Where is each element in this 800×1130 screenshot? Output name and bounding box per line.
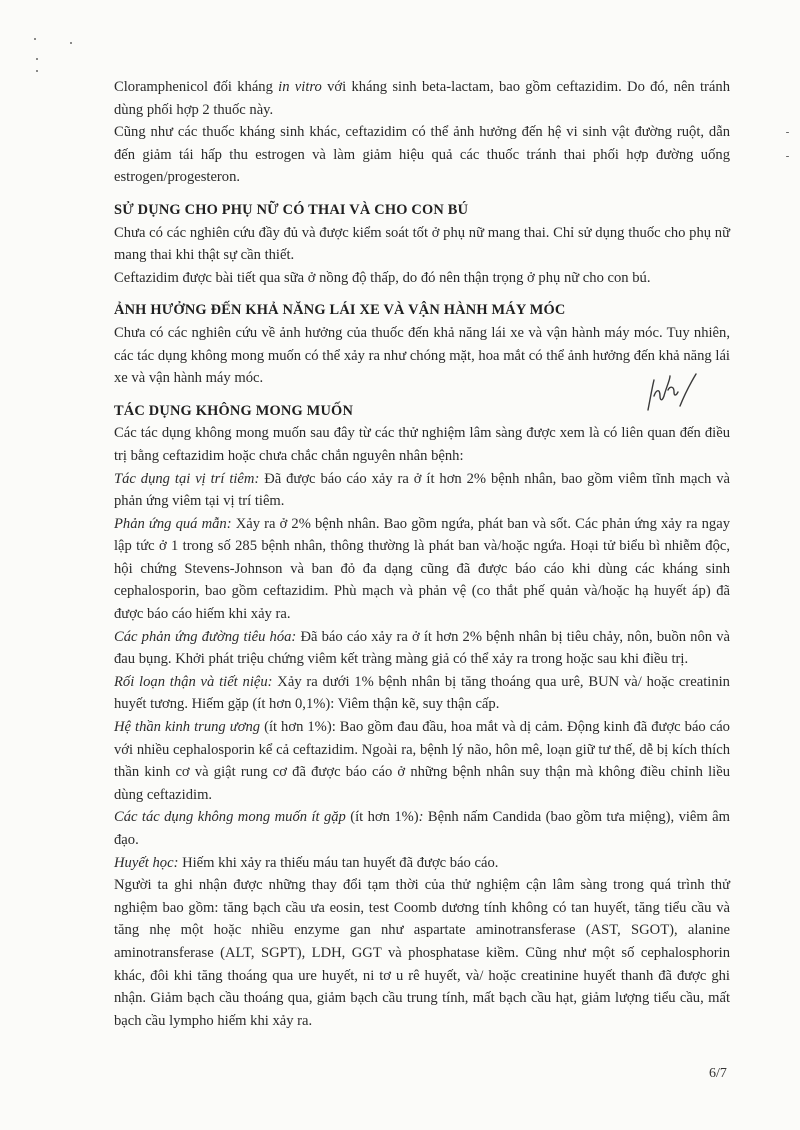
in-vitro-term: in vitro — [278, 79, 322, 95]
adverse-local-paragraph: Tác dụng tại vị trí tiêm: Đã được báo cáo xảy ra ở ít hơn 2% bệnh nhân, bao gồm viêm tĩnh mạch và phản ứng viêm tại vị trí tiêm. — [114, 470, 730, 510]
adverse-renal-label: Rối loạn thận và tiết niệu: — [114, 673, 273, 690]
adverse-local-label: Tác dụng tại vị trí tiêm: — [114, 470, 260, 487]
scan-speck — [786, 132, 789, 133]
pregnancy-paragraph-1: Chưa có các nghiên cứu đầy đủ và được kiểm soát tốt ở phụ nữ mang thai. Chỉ sử dụng thuốc cho phụ nữ mang thai khi thật sự cần thiết. — [114, 224, 730, 264]
driving-paragraph: Chưa có các nghiên cứu về ảnh hưởng của thuốc đến khả năng lái xe và vận hành máy móc. Tuy nhiên, các tác dụng không mong muốn có thể xảy ra như chóng mặt, hoa mắt có thể ảnh hưởng đến khả năng lái xe và vận hành máy móc. — [114, 324, 730, 387]
adverse-blood-paragraph: Huyết học: Hiếm khi xảy ra thiếu máu tan huyết đã được báo cáo. — [114, 854, 499, 871]
pregnancy-paragraph-2: Ceftazidim được bài tiết qua sữa ở nồng độ thấp, do đó nên thận trọng ở phụ nữ cho con bú. — [114, 269, 651, 286]
adverse-rare-paragraph: Các tác dụng không mong muốn ít gặp (ít hơn 1%): Bệnh nấm Candida (bao gồm tưa miệng), viêm âm đạo. — [114, 809, 730, 848]
adverse-allergy-paragraph: Phản ứng quá mẫn: Xảy ra ở 2% bệnh nhân. Bao gồm ngứa, phát ban và sốt. Các phản ứng xảy ra ngay lập tức ở 1 trong số 285 bệnh nhân, thông thường là phát ban và/hoặc ngứa. Hoại tử biểu bì nhiễm độc, hội chứng Stevens-Johnson và ban đỏ đa dạng cũng đã được báo cáo khi dùng các kháng sinh cephalosporin, bao gồm ceftazidim. Phù mạch và phản vệ (co thắt phế quản và/hoặc hạ huyết áp) đã được báo cáo hiếm khi xảy ra. — [114, 515, 731, 623]
adverse-effects-heading: TÁC DỤNG KHÔNG MONG MUỐN — [114, 402, 354, 419]
adverse-gi-label: Các phản ứng đường tiêu hóa: — [114, 628, 297, 645]
adverse-cns-paragraph: Hệ thần kinh trung ương (ít hơn 1%): Bao gồm đau đầu, hoa mắt và dị cảm. Động kinh đã được báo cáo với nhiều cephalosporin kể cả ceftazidim. Ngoài ra, bệnh lý não, hôn mê, loạn giữ tư thế, dễ bị kích thích thần kinh cơ và giật rung cơ đã được báo cáo ở những bệnh nhân suy thận mà không điều chỉnh liều dùng ceftazidim. — [114, 719, 730, 803]
interaction-paragraph-2: Cũng như các thuốc kháng sinh khác, ceftazidim có thể ảnh hưởng đến hệ vi sinh vật đường ruột, dẫn đến giảm tái hấp thu estrogen và làm giảm hiệu quả các thuốc tránh thai phối hợp đường uống estrogen/progesteron. — [114, 124, 730, 186]
scan-speck — [70, 42, 72, 44]
scan-speck — [34, 38, 36, 40]
adverse-blood-label: Huyết học: — [114, 854, 179, 871]
adverse-lab-paragraph: Người ta ghi nhận được những thay đổi tạm thời của thử nghiệm cận lâm sàng trong quá trình thử nghiệm bao gồm: tăng bạch cầu ưa eosin, test Coomb dương tính không có tan huyết, tăng tiểu cầu và tăng nhẹ một hoặc nhiều enzyme gan như aspartate aminotransferase (AST, SGOT), alanine aminotransferase (ALT, SGPT), LDH, GGT và phosphatase kiềm. Cũng như một số cephalosphorin khác, đôi khi tăng thoáng qua ure huyết, ni tơ u rê huyết, và/ hoặc creatinine huyết thanh đã được ghi nhận. Giảm bạch cầu thoáng qua, giảm bạch cầu trung tính, mất bạch cầu hạt, giảm lượng tiểu cầu, mất bạch cầu lympho hiếm khi xảy ra. — [114, 877, 730, 1029]
adverse-gi-paragraph: Các phản ứng đường tiêu hóa: Đã báo cáo xảy ra ở ít hơn 2% bệnh nhân bị tiêu chảy, nôn, buồn nôn và đau bụng. Khởi phát triệu chứng viêm kết tràng màng giả có thể xảy ra trong hoặc sau khi điều trị. — [114, 628, 731, 668]
interaction-paragraph-1: Cloramphenicol đối kháng in vitro với kháng sinh beta-lactam, bao gồm ceftazidim. Do đó, nên tránh dùng phối hợp 2 thuốc này. — [114, 79, 730, 118]
page-number: 6/7 — [709, 1066, 727, 1081]
adverse-cns-label: Hệ thần kinh trung ương — [114, 719, 261, 736]
scan-speck — [36, 58, 38, 60]
adverse-rare-label: Các tác dụng không mong muốn ít gặp — [114, 809, 346, 826]
handwritten-initials — [640, 366, 700, 416]
pregnancy-heading: SỬ DỤNG CHO PHỤ NỮ CÓ THAI VÀ CHO CON BÚ — [114, 201, 469, 218]
scan-speck — [36, 70, 38, 72]
adverse-intro: Các tác dụng không mong muốn sau đây từ các thử nghiệm lâm sàng được xem là có liên quan đến điều trị bằng ceftazidim hoặc chưa chắc chắn nguyên nhân bệnh: — [114, 425, 730, 464]
adverse-renal-paragraph: Rối loạn thận và tiết niệu: Xảy ra dưới 1% bệnh nhân bị tăng thoáng qua urê, BUN và/ hoặc creatinin huyết tương. Hiếm gặp (ít hơn 0,1%): Viêm thận kẽ, suy thận cấp. — [114, 673, 730, 713]
adverse-allergy-label: Phản ứng quá mẫn: — [114, 515, 232, 532]
document-body — [114, 76, 730, 1032]
driving-heading: ẢNH HƯỞNG ĐẾN KHẢ NĂNG LÁI XE VÀ VẬN HÀNH MÁY MÓC — [114, 302, 566, 319]
scan-speck — [786, 156, 789, 157]
